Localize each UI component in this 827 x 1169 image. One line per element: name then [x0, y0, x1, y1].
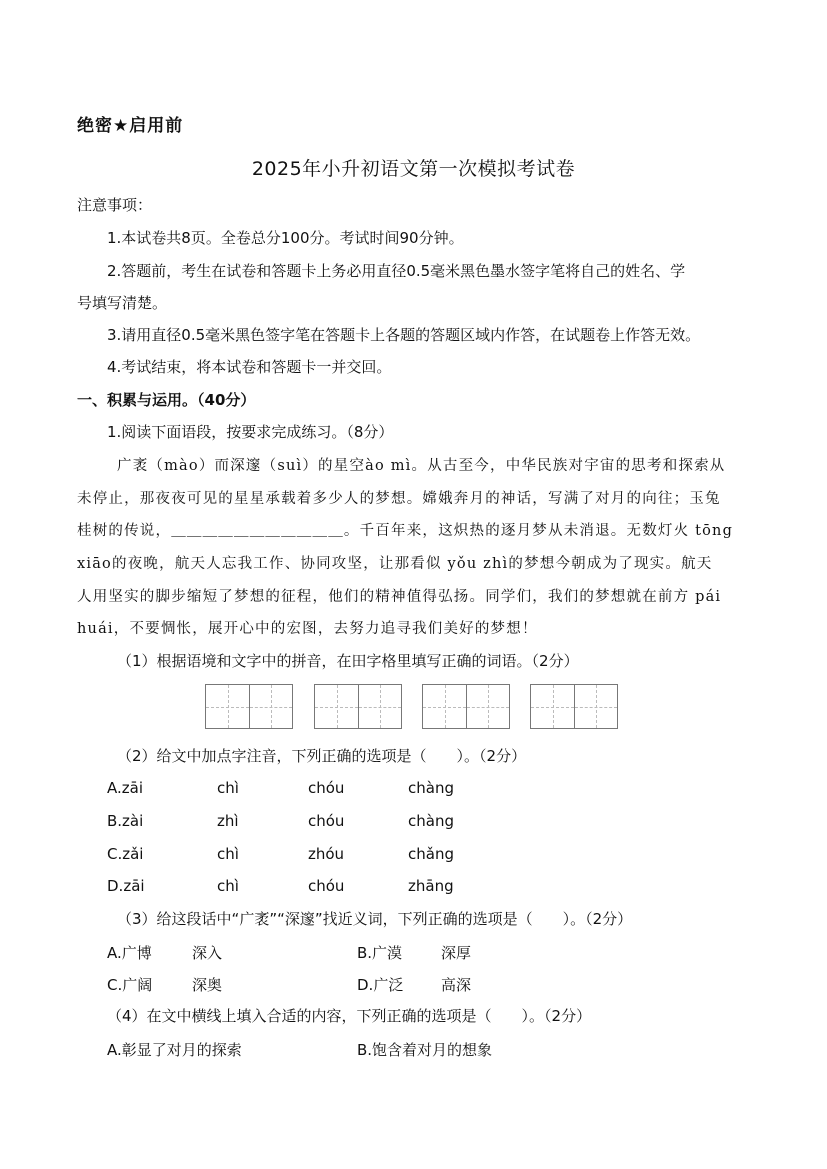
option-c[interactable]: C.广阔 [107, 976, 153, 994]
sub-question-3: （3）给这段话中“广袤”“深邃”找近义词，下列正确的选项是（ ）。（2分） [117, 910, 633, 928]
note-item: 1.本试卷共8页。全卷总分100分。考试时间90分钟。 [107, 229, 464, 247]
note-item: 2.答题前，考生在试卷和答题卡上务必用直径0.5毫米黑色墨水签字笔将自己的姓名、学 [107, 262, 686, 280]
sub-question-2: （2）给文中加点字注音，下列正确的选项是（ ）。（2分） [117, 747, 527, 765]
note-item: 号填写清楚。 [77, 294, 168, 312]
option-b-2: zhì [217, 812, 239, 830]
option-c-1[interactable]: C.zǎi [107, 845, 144, 863]
option-c-4: chǎng [408, 845, 454, 863]
passage-line: huái，不要惆怅，展开心中的宏图，去努力追寻我们美好的梦想！ [77, 621, 538, 637]
option-d-3: chóu [308, 877, 345, 895]
option-b-word: 深厚 [441, 944, 472, 962]
sub-question-4: （4）在文中横线上填入合适的内容，下列正确的选项是（ ）。（2分） [107, 1007, 592, 1025]
option-a-1[interactable]: A.zāi [107, 779, 143, 797]
option-a[interactable]: A.广博 [107, 944, 152, 962]
note-item: 4.考试结束，将本试卷和答题卡一并交回。 [107, 358, 392, 376]
option-d-4: zhāng [408, 877, 454, 895]
tianzige-box[interactable] [205, 684, 293, 729]
sub-question-1: （1）根据语境和文字中的拼音，在田字格里填写正确的词语。（2分） [117, 652, 579, 670]
option-d[interactable]: D.广泛 [357, 976, 404, 994]
option-d-word: 高深 [441, 976, 472, 994]
option-b-4: chàng [408, 812, 454, 830]
notes-heading: 注意事项： [77, 196, 153, 214]
option-a-word: 深入 [192, 944, 223, 962]
passage-line: 人用坚实的脚步缩短了梦想的征程，他们的精神值得弘扬。同学们，我们的梦想就在前方 pái [77, 589, 722, 605]
tianzige-box[interactable] [422, 684, 510, 729]
option-a[interactable]: A.彰显了对月的探索 [107, 1041, 242, 1059]
option-a-3: chóu [308, 779, 345, 797]
option-b-1[interactable]: B.zài [107, 812, 144, 830]
passage-line: xiāo的夜晚，航天人忘我工作、协同攻坚，让那看似 yǒu zhì的梦想今朝成为了现实。航天 [77, 556, 713, 572]
option-d-2: chì [217, 877, 239, 895]
question-1: 1.阅读下面语段，按要求完成练习。（8分） [107, 423, 394, 441]
tianzige-box[interactable] [314, 684, 402, 729]
option-c-3: zhóu [308, 845, 345, 863]
option-a-2: chì [217, 779, 239, 797]
section-heading: 一、积累与运用。（40分） [77, 391, 256, 409]
option-d-1[interactable]: D.zāi [107, 877, 145, 895]
tianzige-box[interactable] [530, 684, 618, 729]
passage-line: 广袤（mào）而深邃（suì）的星空ào mì。从古至今，中华民族对宇宙的思考和探索从 [117, 458, 726, 474]
passage-line: 未停止，那夜夜可见的星星承载着多少人的梦想。嫦娥奔月的神话，写满了对月的向往；玉兔 [77, 491, 721, 507]
option-b[interactable]: B.饱含着对月的想象 [357, 1041, 493, 1059]
option-a-4: chàng [408, 779, 454, 797]
option-b-3: chóu [308, 812, 345, 830]
note-item: 3.请用直径0.5毫米黑色签字笔在答题卡上各题的答题区域内作答，在试题卷上作答无效。 [107, 326, 701, 344]
exam-title: 2025年小升初语文第一次模拟考试卷 [251, 158, 576, 180]
passage-line: 桂树的传说，＿＿＿＿＿＿＿＿＿＿＿。千百年来，这炽热的逐月梦从未消退。无数灯火 tōng [77, 523, 734, 539]
option-c-word: 深奥 [192, 976, 223, 994]
option-c-2: chì [217, 845, 239, 863]
option-b[interactable]: B.广漠 [357, 944, 403, 962]
confidential-label: 绝密★启用前 [77, 116, 184, 136]
